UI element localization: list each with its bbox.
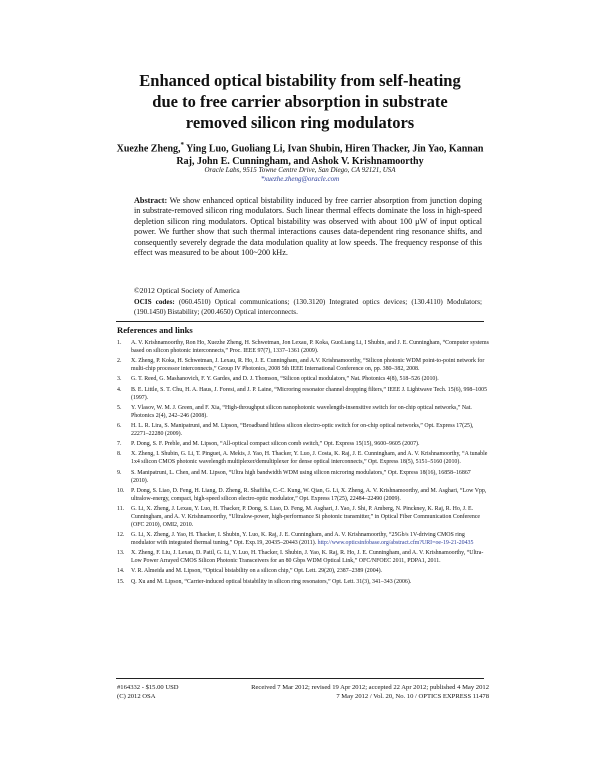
author-line: Raj, John E. Cunningham, and Ashok V. Krishnamoorthy — [176, 156, 424, 168]
reference-number: 14. — [117, 568, 125, 575]
reference-text: Y. Vlasov, W. M. J. Green, and F. Xia, “High-throughput silicon nanophotonic wavelength-insensitive switch for on-chip optical networks,” Nat. Photonics 2(4), 242–246 (2008). — [131, 404, 472, 419]
reference-text: V. R. Almeida and M. Lipson, “Optical bistability on a silicon chip,” Opt. Lett. 29(20), 2387–2389 (2004). — [131, 568, 383, 575]
reference-item — [117, 404, 489, 420]
author-email-link[interactable]: *xuezhe.zheng@oracle.com — [260, 175, 340, 183]
reference-text: G. Li, X. Zheng, J. Yao, H. Thacker, I. Shubin, Y. Luo, K. Raj, J. E. Cunningham, and A. V. Krishnamoorthy, “25Gb/s 1V-driving CMOS ring modulator with integrated thermal tuning,” Opt. Exp.19, 20435–20443 (2011). — [131, 532, 465, 547]
reference-item — [117, 375, 489, 383]
copyright: ©2012 Optical Society of America — [134, 286, 240, 295]
author-line — [96, 139, 504, 155]
author-first: Xuezhe Zheng, — [116, 143, 181, 155]
reference-item — [117, 549, 489, 565]
reference-item — [117, 339, 489, 355]
reference-item — [117, 567, 489, 575]
reference-text: P. Dong, S. Liao, D. Feng, H. Liang, D. Zheng, R. Shafiiha, C.-C. Kung, W. Qian, G. Li, X. Zheng, A. V. Krishnamoorthy, and M. Asghari, “Low Vpp, ultralow-energy, compact, high-speed silicon electro-optic modulator,” Opt. Express 17(25), 22484–22490 (2009). — [131, 487, 487, 502]
footer-divider — [116, 678, 484, 679]
reference-item — [117, 440, 489, 448]
affiliation-block — [100, 166, 500, 184]
abstract-label: Abstract: — [134, 196, 168, 205]
paper-title — [80, 70, 520, 133]
reference-link[interactable]: http://www.opticsinfobase.org/abstract.cfm?URI=oe-19-21-20435 — [317, 540, 474, 547]
reference-number: 7. — [117, 441, 122, 448]
reference-text: X. Zheng, I. Shubin, G. Li, T. Pinguet, A. Mekis, J. Yao, H. Thacker, Y. Luo, J. Costa, K. Raj, J. E. Cunningham, and A. V. Krishnamoorthy, “A tunable 1x4 silicon CMOS photonic wavelength multiplexer/demultiplexer for dense optical interconnects,” Opt. Express 18(5), 5151–5160 (2010). — [131, 451, 488, 466]
reference-number: 3. — [117, 376, 122, 383]
reference-number: 13. — [117, 550, 125, 557]
reference-text: P. Dong, S. F. Preble, and M. Lipson, “All-optical compact silicon comb switch,” Opt. Express 15(15), 9600–9605 (2007). — [131, 441, 420, 448]
reference-text: G. T. Reed, G. Mashanovich, F. Y. Gardes, and D. J. Thomson, “Silicon optical modulators,” Nat. Photonics 4(8), 518–526 (2010). — [131, 376, 439, 383]
ocis-label: OCIS codes: — [134, 298, 175, 306]
reference-number: 2. — [117, 358, 122, 365]
reference-number: 6. — [117, 422, 122, 429]
reference-number: 10. — [117, 487, 125, 494]
reference-item — [117, 578, 489, 586]
author-rest: Ying Luo, Guoliang Li, Ivan Shubin, Hiren Thacker, Jin Yao, Kannan — [184, 143, 484, 155]
reference-text: X. Zheng, F. Liu, J. Lexau, D. Patil, G. Li, Y. Luo, H. Thacker, I. Shubin, J. Yao, K. Raj, R. Ho, J. E. Cunningham, and A. V. Krishnamoorthy, “Ultra-Low Power Arrayed CMOS Silicon Photonic Transceivers for an 80 Gbps WDM Optical Link,” OFC/NFOEC 2011, PDPA1, 2011. — [131, 550, 484, 565]
reference-item — [117, 531, 489, 547]
page-footer — [117, 683, 489, 701]
osa-copyright: (C) 2012 OSA — [117, 693, 156, 700]
reference-number: 15. — [117, 578, 125, 585]
reference-text: S. Manipatruni, L. Chen, and M. Lipson, “Ultra high bandwidth WDM using silicon microring modulators,” Opt. Express 18(16), 16858–16867 (2010). — [131, 469, 471, 484]
abstract-text: We show enhanced optical bistability induced by free carrier absorption from junction doping in substrate-removed silicon ring modulators. Such linear thermal effects dominate the loss in high-speed depletion silicon ring modulators. Optical bistability was observed with about 100 μW of input optical power. We further show that such thermal interactions causes data-dependent ring resonance shifts, and consequently severely degrade the data modulation quality at low speeds. The frequency response of this effect was measured to be about 100~200 kHz. — [134, 196, 482, 258]
reference-number: 12. — [117, 532, 125, 539]
reference-item — [117, 422, 489, 438]
footer-row — [117, 683, 489, 692]
reference-text: X. Zheng, P. Koka, H. Schwetman, J. Lexau, R. Ho, J. E. Cunningham, and A.V. Krishnamoorthy, “Silicon photonic WDM point-to-point network for multi-chip processor interconnects,” Group IV Photonics, 2008 5th IEEE International Conference on, pp. 380–382, 2008. — [131, 358, 485, 373]
author-list — [96, 139, 504, 168]
reference-item — [117, 386, 489, 402]
reference-item — [117, 505, 489, 529]
corresponding-author-mark: * — [180, 141, 185, 149]
ocis-codes — [134, 298, 482, 317]
reference-list — [117, 339, 489, 588]
reference-number: 1. — [117, 340, 122, 346]
references-heading: References and links — [117, 325, 193, 335]
publication-history: Received 7 Mar 2012; revised 19 Apr 2012; accepted 22 Apr 2012; published 4 May 2012 — [251, 684, 489, 691]
reference-number: 11. — [117, 505, 125, 512]
reference-number: 8. — [117, 451, 122, 458]
title-line: Enhanced optical bistability from self-heating — [139, 71, 461, 90]
reference-item — [117, 487, 489, 503]
affiliation: Oracle Labs, 9515 Towne Centre Drive, San Diego, CA 92121, USA — [204, 166, 396, 174]
title-line: due to free carrier absorption in substrate — [152, 92, 448, 111]
reference-text: G. Li, X. Zheng, J. Lexau, Y. Luo, H. Thacker, P. Dong, S. Liao, D. Feng, M. Asghari, J. Yao, J. Shi, P. Amberg, N. Pinckney, K. Raj, R. Ho, J. E. Cunningham, and A. V. Krishnamoorthy, “Ultralow-power, high-performance Si photonic transmitter,” in Optical Fiber Communication Conference (OFC 2010), OMI2, 2010. — [131, 505, 481, 528]
footer-row — [117, 692, 489, 701]
abstract — [134, 196, 482, 258]
journal-citation: 7 May 2012 / Vol. 20, No. 10 / OPTICS EXPRESS 11478 — [336, 693, 489, 700]
reference-item — [117, 469, 489, 485]
reference-number: 9. — [117, 469, 122, 476]
document-id: #164332 - $15.00 USD — [117, 684, 179, 691]
reference-text: Q. Xu and M. Lipson, “Carrier-induced optical bistability in silicon ring resonators,” Opt. Lett. 31(3), 341–343 (2006). — [131, 578, 412, 585]
reference-item — [117, 450, 489, 466]
reference-number: 4. — [117, 386, 122, 393]
reference-text: H. L. R. Lira, S. Manipatruni, and M. Lipson, “Broadband hitless silicon electro-optic switch for on-chip optical networks,” Opt. Express 17(25), 22271–22280 (2009). — [131, 422, 474, 437]
reference-number: 5. — [117, 404, 122, 411]
divider — [116, 321, 484, 322]
reference-text: B. E. Little, S. T. Chu, H. A. Haus, J. Foresi, and J. P. Laine, “Microring resonator channel dropping filters,” IEEE J. Lightwave Tech. 15(6), 998–1005 (1997). — [131, 386, 488, 401]
ocis-text: (060.4510) Optical communications; (130.3120) Integrated optics devices; (130.4110) Modulators; (190.1450) Bistability; (200.4650) Optical interconnects. — [134, 298, 483, 316]
title-line: removed silicon ring modulators — [185, 113, 415, 132]
reference-text: A. V. Krishnamoorthy, Ron Ho, Xuezhe Zheng, H. Schwetman, Jon Lexau, P. Koka, GuoLiang Li, I Shubin, and J. E. Cunningham, “Computer systems based on silicon photonic interconnects,” Proc. IEEE 97(7), 1337–1361 (2009). — [131, 340, 489, 354]
reference-item — [117, 357, 489, 373]
